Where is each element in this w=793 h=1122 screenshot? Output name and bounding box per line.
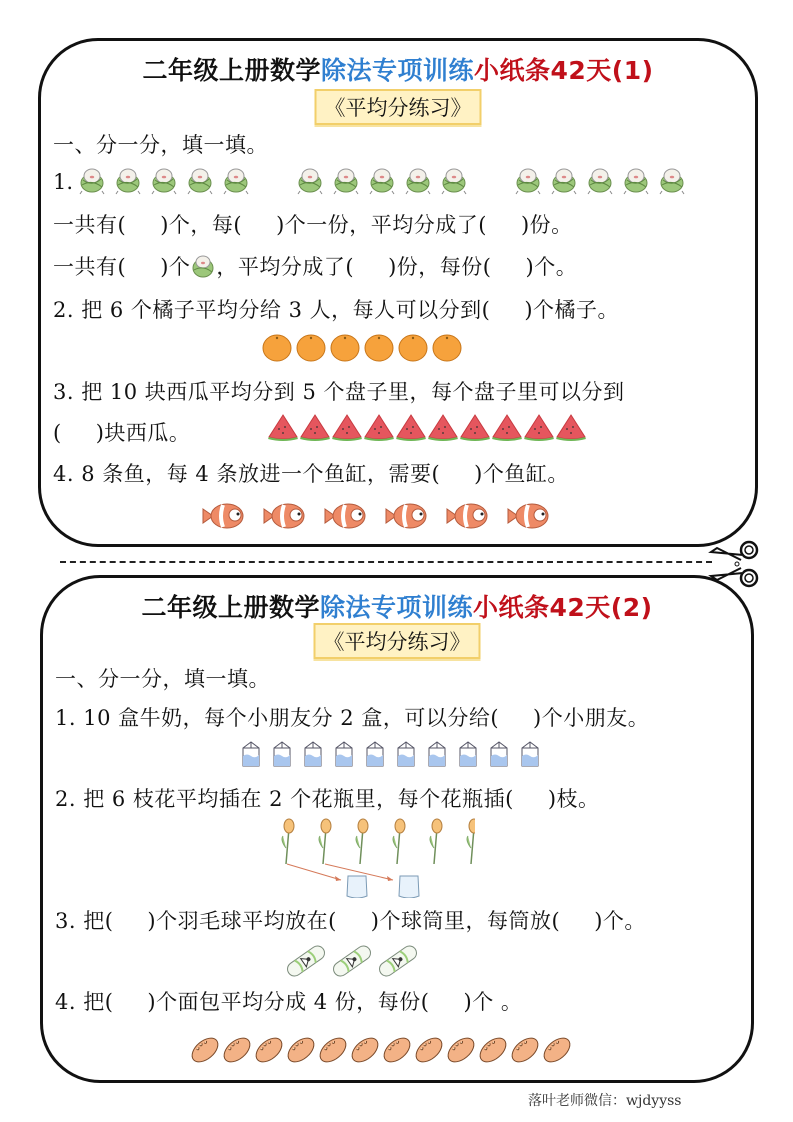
text: )个 。 (463, 990, 523, 1014)
question-2 (53, 294, 619, 324)
bread-icon (445, 1033, 477, 1071)
fish-row (201, 501, 567, 535)
text: 一共有( (53, 255, 127, 279)
milk-carton-icon (332, 740, 356, 772)
rice-dumpling-icon (657, 165, 687, 199)
title-day: 小纸条42天(2) (472, 593, 653, 622)
question-4 (53, 458, 569, 488)
rice-dumpling-icon (621, 165, 651, 199)
tulip-icon (282, 819, 294, 864)
shuttlecock-tubes-row (283, 944, 421, 982)
text: )枝。 (547, 787, 600, 811)
section-heading: 一、分一分，填一填。 (53, 133, 268, 157)
tulip-icon (319, 819, 331, 864)
shuttlecock-tube-icon (375, 944, 421, 982)
question-1-line-a (53, 209, 573, 239)
bread-icon (381, 1033, 413, 1071)
milk-cartons-row (239, 740, 549, 772)
bread-row (189, 1033, 573, 1071)
footer-contact: 落叶老师微信：wjdyyss (528, 1093, 682, 1109)
milk-carton-icon (425, 740, 449, 772)
bread-icon (189, 1033, 221, 1071)
watermelon-slice-icon (491, 413, 523, 445)
text: 一共有( (53, 213, 127, 237)
rice-dumpling-icon (113, 165, 143, 199)
watermelon-slice-icon (555, 413, 587, 445)
bread-icon (285, 1033, 317, 1071)
clownfish-icon (262, 501, 308, 535)
text: 2. 把 6 枝花平均插在 2 个花瓶里，每个花瓶插( (55, 787, 514, 811)
tulip-icon (393, 819, 405, 864)
rice-dumpling-icon (513, 165, 543, 199)
bread-icon (221, 1033, 253, 1071)
shuttlecock-tube-icon (329, 944, 375, 982)
milk-carton-icon (301, 740, 325, 772)
title-grade: 二年级上册数学 (141, 593, 320, 622)
text: )份。 (520, 213, 573, 237)
text: )块西瓜。 (95, 421, 191, 445)
rice-dumpling-icon (295, 165, 325, 199)
title-day: 小纸条42天(1) (473, 56, 654, 85)
clownfish-icon (445, 501, 491, 535)
clownfish-icon (323, 501, 369, 535)
bread-icon (509, 1033, 541, 1071)
flowers-and-vases-illustration (275, 818, 475, 898)
text: )个面包平均分成 4 份，每份( (147, 990, 430, 1014)
tulip-icon (430, 819, 442, 864)
text: )份，每份( (388, 255, 492, 279)
milk-carton-icon (239, 740, 263, 772)
question-number: 1. (53, 170, 74, 194)
rice-dumpling-icon (549, 165, 579, 199)
bread-icon (253, 1033, 285, 1071)
orange-icon (397, 333, 429, 367)
title-topic: 除法专项训练 (319, 593, 473, 622)
text: )个一份，平均分成了( (276, 213, 487, 237)
question-1-header (53, 165, 693, 199)
bread-icon (477, 1033, 509, 1071)
oranges-row (261, 333, 465, 367)
rice-dumpling-group (77, 165, 257, 199)
bread-icon (349, 1033, 381, 1071)
bread-icon (541, 1033, 573, 1071)
orange-icon (295, 333, 327, 367)
watermelon-slice-icon (523, 413, 555, 445)
watermelon-slice-icon (299, 413, 331, 445)
watermelon-slice-icon (267, 413, 299, 445)
rice-dumpling-icon (367, 165, 397, 199)
rice-dumpling-icon (585, 165, 615, 199)
shuttlecock-tube-icon (283, 944, 329, 982)
card-title (41, 51, 755, 87)
worksheet-card-1 (38, 38, 758, 547)
question-3 (55, 905, 646, 935)
question-1 (55, 702, 649, 732)
text: ，平均分成了( (216, 255, 355, 279)
question-3: 3. 把 10 块西瓜平均分到 5 个盘子里，每个盘子里可以分到 (53, 380, 625, 404)
worksheet-card-2 (40, 575, 754, 1083)
text: 2. 把 6 个橘子平均分给 3 人，每人可以分到( (53, 298, 491, 322)
milk-carton-icon (487, 740, 511, 772)
title-topic: 除法专项训练 (320, 56, 474, 85)
text: 4. 8 条鱼，每 4 条放进一个鱼缸，需要( (53, 462, 441, 486)
section-heading: 一、分一分，填一填。 (55, 667, 270, 691)
milk-carton-icon (394, 740, 418, 772)
text: 4. 把( (55, 990, 114, 1014)
rice-dumpling-icon (403, 165, 433, 199)
text: )个。 (525, 255, 578, 279)
watermelon-slice-icon (363, 413, 395, 445)
orange-icon (329, 333, 361, 367)
rice-dumpling-group (513, 165, 693, 199)
text: ( (53, 421, 62, 445)
watermelon-row (267, 413, 587, 445)
question-4 (55, 986, 522, 1016)
tulip-icon (467, 819, 475, 864)
milk-carton-icon (456, 740, 480, 772)
clownfish-icon (384, 501, 430, 535)
milk-carton-icon (518, 740, 542, 772)
milk-carton-icon (363, 740, 387, 772)
text: 3. 把( (55, 909, 114, 933)
orange-icon (261, 333, 293, 367)
rice-dumpling-icon (149, 165, 179, 199)
text: )个 (160, 255, 191, 279)
milk-carton-icon (270, 740, 294, 772)
rice-dumpling-icon (77, 165, 107, 199)
rice-dumpling-groups (77, 165, 693, 199)
question-3-line-2 (53, 417, 190, 447)
cut-line (60, 561, 712, 563)
question-1-line-b (53, 251, 577, 284)
rice-dumpling-icon (221, 165, 251, 199)
rice-dumpling-icon (185, 165, 215, 199)
text: )个，每( (160, 213, 243, 237)
rice-dumpling-icon (190, 253, 216, 284)
card-subtitle: 《平均分练习》 (315, 89, 482, 125)
text: 1. 10 盒牛奶，每个小朋友分 2 盒，可以分给( (55, 706, 500, 730)
text: )个小朋友。 (533, 706, 650, 730)
tulip-icon (356, 819, 368, 864)
question-2 (55, 783, 600, 813)
text: )个羽毛球平均放在( (147, 909, 337, 933)
card-title (43, 588, 751, 624)
text: )个。 (594, 909, 646, 933)
clownfish-icon (506, 501, 552, 535)
title-grade: 二年级上册数学 (142, 56, 321, 85)
rice-dumpling-icon (331, 165, 361, 199)
text: )个鱼缸。 (474, 462, 569, 486)
text: )个球筒里，每筒放( (370, 909, 561, 933)
orange-icon (363, 333, 395, 367)
watermelon-slice-icon (395, 413, 427, 445)
watermelon-slice-icon (459, 413, 491, 445)
bread-icon (413, 1033, 445, 1071)
watermelon-slice-icon (427, 413, 459, 445)
orange-icon (431, 333, 463, 367)
rice-dumpling-icon (439, 165, 469, 199)
vase-icon (347, 876, 367, 898)
vase-icon (399, 876, 419, 898)
watermelon-slice-icon (331, 413, 363, 445)
text: )个橘子。 (524, 298, 620, 322)
bread-icon (317, 1033, 349, 1071)
card-subtitle: 《平均分练习》 (314, 623, 481, 659)
rice-dumpling-group (295, 165, 475, 199)
clownfish-icon (201, 501, 247, 535)
